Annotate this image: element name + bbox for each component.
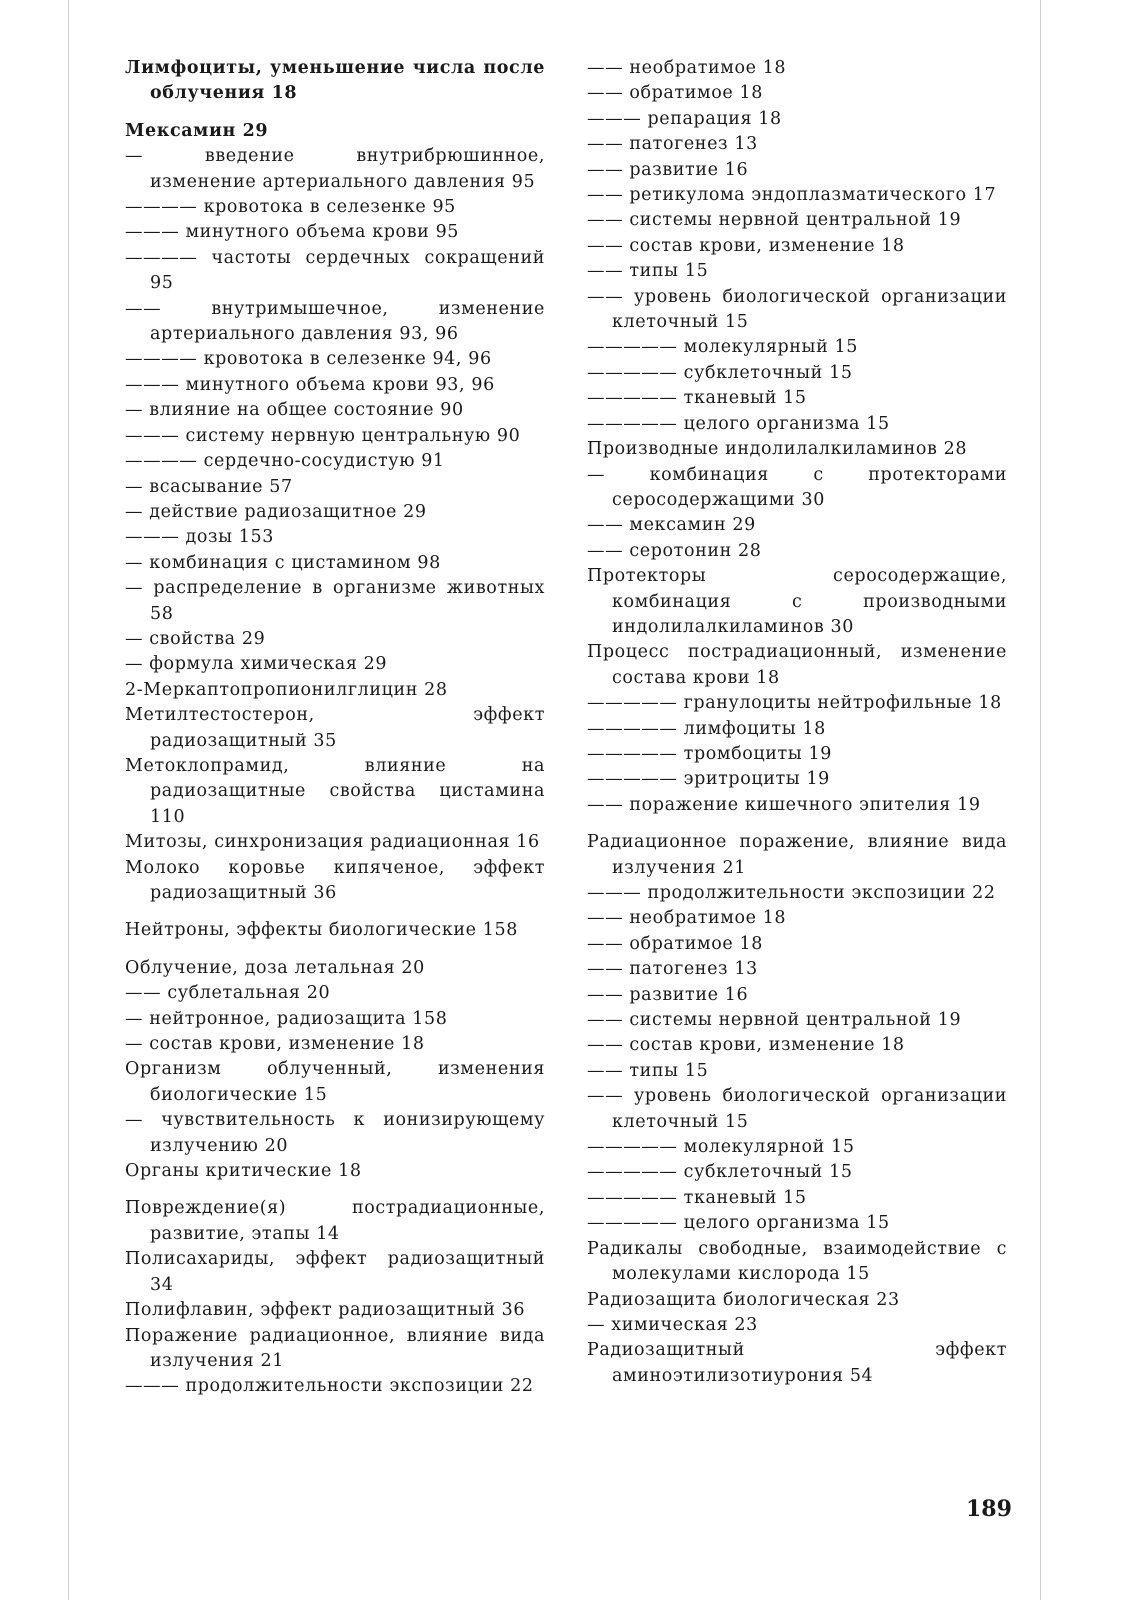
index-entry: — влияние на общее состояние 90	[125, 400, 464, 421]
index-entry: Поражение радиационное, влияние вида излучения 21	[125, 1325, 545, 1371]
index-entry: —— типы 15	[587, 1060, 709, 1081]
index-entry: — всасывание 57	[125, 476, 293, 497]
index-entry: Радикалы свободные, взаимодействие с молекулами кислорода 15	[587, 1238, 1007, 1285]
index-entry: ——— продолжительности экспозиции 22	[587, 883, 996, 903]
index-entry: ———— сердечно-сосудистую 91	[125, 451, 445, 472]
index-entry: Облучение, доза летальная 20	[125, 957, 425, 978]
index-entry: ———— кровотока в селезенке 95	[125, 197, 456, 218]
index-entry: ———— кровотока в селезенке 94, 96	[125, 349, 492, 370]
index-entry: — нейтронное, радиозащита 158	[125, 1008, 448, 1029]
index-entry: —— серотонин 28	[587, 540, 762, 561]
index-entry: Процесс пострадиационный, изменение состава крови 18	[587, 642, 1007, 688]
index-entry: —— обратимое 18	[587, 83, 763, 104]
index-entry: Митозы, синхронизация радиационная 16	[125, 832, 540, 853]
index-entry: Органы критические 18	[125, 1161, 362, 1182]
index-entry: —— развитие 16	[587, 159, 749, 180]
index-entry: Молоко коровье кипяченое, эффект радиозащитный 36	[125, 857, 545, 903]
index-entry: Протекторы серосодержащие, комбинация с производными индолилалкиламинов 30	[587, 566, 1007, 637]
index-entry: ————— тромбоциты 19	[587, 743, 832, 764]
index-entry: ————— тканевый 15	[587, 1187, 807, 1208]
index-entry: —— ретикулома эндоплазматического 17	[587, 185, 997, 206]
index-entry: — химическая 23	[587, 1314, 758, 1335]
index-entry: —— сублетальная 20	[125, 983, 331, 1004]
index-entry: —— состав крови, изменение 18	[587, 235, 905, 256]
index-entry: Радиационное поражение, влияние вида излучения 21	[587, 832, 1007, 878]
index-entry: —— поражение кишечного эпителия 19	[587, 794, 981, 815]
index-entry: Производные индолилалкиламинов 28	[587, 439, 968, 460]
index-entry: ————— молекулярный 15	[587, 337, 858, 358]
index-entry: —— необратимое 18	[587, 58, 787, 78]
index-entry: —— внутримышечное, изменение артериального давления 93, 96	[125, 298, 545, 345]
index-entry: — чувствительность к ионизирующему излучению 20	[125, 1110, 545, 1156]
index-entry: Радиозащита биологическая 23	[587, 1289, 900, 1310]
index-entry: Мексамин 29	[125, 120, 269, 141]
index-entry: Лимфоциты, уменьшение числа после облучения 18	[125, 58, 545, 104]
index-entry: ——— систему нервную центральную 90	[125, 425, 521, 446]
index-entry: ————— лимфоциты 18	[587, 718, 826, 739]
index-entry: 2-Меркаптопропионилглицин 28	[125, 679, 448, 700]
index-entry: ————— гранулоциты нейтрофильные 18	[587, 693, 1002, 714]
index-entry: —— типы 15	[587, 261, 709, 282]
index-entry: — распределение в организме животных 58	[125, 578, 545, 624]
index-entry: ————— целого организма 15	[587, 1213, 890, 1234]
index-entry: ————— субклеточный 15	[587, 1162, 853, 1183]
index-entry: ———— частоты сердечных сокращений 95	[125, 247, 545, 294]
index-entry: ————— целого организма 15	[587, 413, 890, 434]
index-entry: Организм облученный, изменения биологические 15	[125, 1059, 545, 1105]
index-column-left	[125, 56, 545, 1400]
index-entry: ————— тканевый 15	[587, 388, 807, 409]
index-entry: —— развитие 16	[587, 984, 749, 1005]
index-entry: Полисахариды, эффект радиозащитный 34	[125, 1249, 545, 1295]
index-entry: — введение внутрибрюшинное, изменение артериального давления 95	[125, 146, 545, 192]
index-entry: — свойства 29	[125, 628, 266, 649]
index-entry: ————— субклеточный 15	[587, 362, 853, 383]
index-entry: — комбинация с цистамином 98	[125, 552, 441, 573]
index-entry: —— обратимое 18	[587, 933, 763, 954]
index-entry: ——— дозы 153	[125, 527, 275, 548]
page-number: 189	[966, 1496, 1012, 1522]
index-entry: —— патогенез 13	[587, 134, 758, 155]
index-entry: ——— минутного объема крови 95	[125, 222, 460, 243]
index-entry: ——— продолжительности экспозиции 22	[125, 1376, 534, 1397]
index-entry: —— уровень биологической организации клеточный 15	[587, 286, 1007, 333]
index-entry: ——— репарация 18	[587, 108, 782, 129]
scan-right-edge	[1040, 0, 1041, 1600]
index-column-right	[587, 56, 1007, 1389]
index-entry: —— уровень биологической организации клеточный 15	[587, 1086, 1007, 1132]
index-entry: —— мексамин 29	[587, 515, 756, 536]
index-entry: —— системы нервной центральной 19	[587, 1010, 962, 1031]
scan-left-edge	[68, 0, 69, 1600]
index-entry: —— системы нервной центральной 19	[587, 210, 962, 231]
index-entry: Повреждение(я) пострадиационные, развитие, этапы 14	[125, 1198, 545, 1244]
index-entry: Метоклопрамид, влияние на радиозащитные свойства цистамина 110	[125, 755, 545, 827]
index-entry: Нейтроны, эффекты биологические 158	[125, 920, 518, 941]
index-entry: —— состав крови, изменение 18	[587, 1035, 905, 1056]
index-entry: —— патогенез 13	[587, 959, 758, 980]
index-entry: ————— молекулярной 15	[587, 1137, 855, 1158]
index-entry: — комбинация с протекторами серосодержащими 30	[587, 464, 1007, 510]
index-entry: — формула химическая 29	[125, 654, 388, 675]
index-entry: Полифлавин, эффект радиозащитный 36	[125, 1300, 526, 1321]
index-entry: — действие радиозащитное 29	[125, 501, 427, 522]
index-entry: — состав крови, изменение 18	[125, 1034, 425, 1055]
index-entry: Метилтестостерон, эффект радиозащитный 35	[125, 705, 545, 751]
index-entry: Радиозащитный эффект аминоэтилизотиурония 54	[587, 1340, 1007, 1386]
index-entry: ————— эритроциты 19	[587, 769, 830, 790]
index-entry: ——— минутного объема крови 93, 96	[125, 374, 495, 395]
index-entry: —— необратимое 18	[587, 908, 787, 929]
